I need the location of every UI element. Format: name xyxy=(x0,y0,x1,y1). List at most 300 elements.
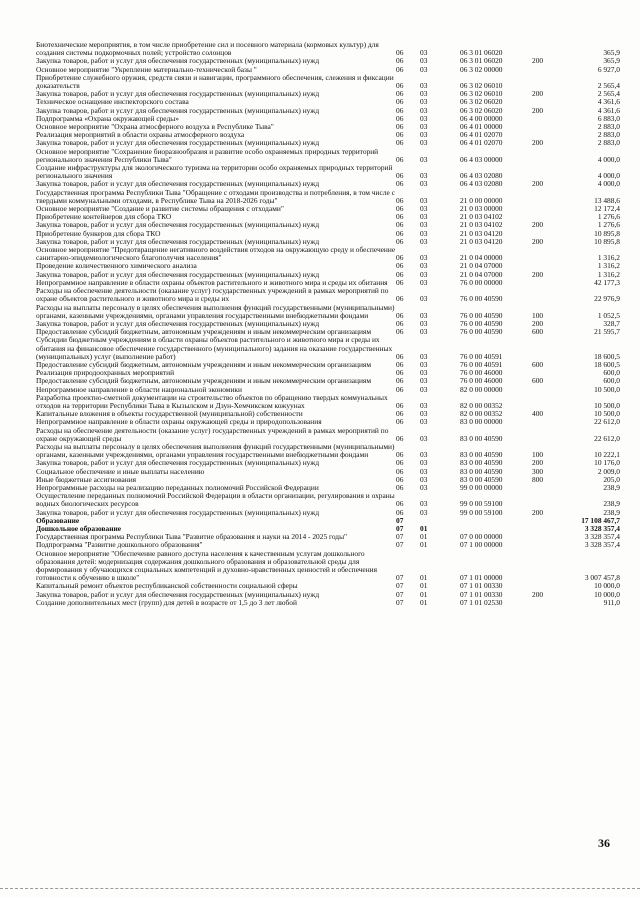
row-razdel-cell: 06 xyxy=(396,507,404,517)
row-amount-cell: 2 883,0 xyxy=(597,130,620,140)
row-expense-type-cell xyxy=(532,279,564,287)
row-amount-cell: 1 276,6 xyxy=(597,212,620,222)
row-razdel-cell: 06 xyxy=(396,97,404,107)
row-podrazdel-cell: 01 xyxy=(420,540,428,550)
row-target-article-cell: 06 4 01 00000 xyxy=(460,122,503,132)
row-expense-type-cell: 300 xyxy=(532,466,544,476)
row-expense-type-cell xyxy=(532,41,564,57)
row-amount-cell: 3 328 357,4 xyxy=(584,532,620,542)
row-expense-type-cell: 400 xyxy=(532,409,544,419)
row-podrazdel-cell: 03 xyxy=(420,105,428,115)
row-amount-cell: 10 500,0 xyxy=(594,400,620,410)
row-razdel-cell: 06 xyxy=(396,105,404,115)
row-amount-cell: 328,7 xyxy=(603,318,620,328)
row-podrazdel-cell: 01 xyxy=(420,532,428,542)
row-razdel-cell: 06 xyxy=(396,409,404,419)
row-podrazdel-cell: 03 xyxy=(420,97,428,107)
row-name-cell: Реализация мероприятий в области охраны атмосферного воздуха xyxy=(36,130,245,140)
row-amount-cell: 2 883,0 xyxy=(597,138,620,148)
row-target-article-cell: 99 0 00 00000 xyxy=(460,482,503,492)
row-razdel-cell: 06 xyxy=(396,294,404,304)
page-number: 36 xyxy=(598,836,610,850)
row-target-article-cell: 06 4 03 00000 xyxy=(460,154,503,164)
table-row xyxy=(36,246,620,262)
row-name-cell: Основное мероприятие "Обеспечение равного доступа населения к качественным услугам дошкольного образования детей: модернизация содержания дошкольного образования и образовательной среды для формирования у обучающихся социальных компетенций и духовно-нравственных ценностей и обеспечения готовности к обучению в школе" xyxy=(36,548,378,583)
row-name-cell: Приобретение служебного оружия, средств связи и навигации, программного обеспечения, слежения и фиксации доказательств xyxy=(36,72,394,91)
row-target-article-cell: 07 0 00 00000 xyxy=(460,532,503,542)
row-podrazdel-cell: 03 xyxy=(420,56,428,66)
row-razdel-cell: 06 xyxy=(396,318,404,328)
row-expense-type-cell xyxy=(532,246,564,262)
row-amount-cell: 21 595,7 xyxy=(594,327,620,337)
row-expense-type-cell: 100 xyxy=(532,450,544,460)
row-name-cell: Закупка товаров, работ и услуг для обеспечения государственных (муниципальных) нужд xyxy=(36,458,320,468)
row-expense-type-cell: 200 xyxy=(532,589,544,599)
row-podrazdel-cell: 03 xyxy=(420,195,428,205)
row-target-article-cell: 83 0 00 40590 xyxy=(460,466,503,476)
row-podrazdel-cell: 03 xyxy=(420,400,428,410)
row-amount-cell: 10 000,0 xyxy=(594,581,620,591)
table-row xyxy=(36,148,620,164)
row-name-cell: Создание дополнительных мест (групп) для детей в возрасте от 1,5 до 3 лет любой xyxy=(36,597,297,607)
row-amount-cell: 4 000,0 xyxy=(597,179,620,189)
row-podrazdel-cell: 03 xyxy=(420,310,428,320)
row-name-cell: Закупка товаров, работ и услуг для обеспечения государственных (муниципальных) нужд xyxy=(36,179,320,189)
table-row xyxy=(36,492,620,508)
row-razdel-cell: 07 xyxy=(396,540,404,550)
row-podrazdel-cell: 03 xyxy=(420,499,428,509)
row-expense-type-cell: 200 xyxy=(532,138,544,148)
row-podrazdel-cell: 03 xyxy=(420,122,428,132)
row-razdel-cell: 07 xyxy=(396,523,404,533)
row-amount-cell: 10 000,0 xyxy=(594,589,620,599)
row-target-article-cell: 06 3 01 06020 xyxy=(460,48,503,58)
row-target-article-cell: 21 0 03 04102 xyxy=(460,220,503,230)
row-expense-type-cell xyxy=(532,517,564,525)
row-razdel-cell: 06 xyxy=(396,310,404,320)
row-target-article-cell: 06 3 02 00000 xyxy=(460,64,503,74)
row-razdel-cell: 06 xyxy=(396,482,404,492)
row-razdel-cell: 06 xyxy=(396,359,404,369)
row-name-cell: Непрограммное направление в области охраны объектов растительного и животного мира и среды их обитания xyxy=(36,277,388,287)
row-target-article-cell: 76 0 00 40591 xyxy=(460,351,503,361)
row-expense-type-cell: 200 xyxy=(532,56,544,66)
row-target-article-cell: 99 0 00 59100 xyxy=(460,507,503,517)
row-podrazdel-cell: 03 xyxy=(420,130,428,140)
row-amount-cell: 4 361,6 xyxy=(597,105,620,115)
row-podrazdel-cell: 01 xyxy=(420,573,428,583)
row-amount-cell: 3 007 457,8 xyxy=(584,573,620,583)
row-amount-cell: 2 883,0 xyxy=(597,122,620,132)
row-amount-cell: 600,0 xyxy=(603,376,620,386)
row-amount-cell: 17 108 467,7 xyxy=(581,515,620,525)
row-amount-cell: 2 565,4 xyxy=(597,89,620,99)
row-name-cell: Расходы на выплаты персоналу в целях обеспечения выполнения функций государственными (муниципальными) органами, казенными учреждениями, органами управления государственными внебюджетными фондами xyxy=(36,441,395,460)
row-amount-cell: 10 176,0 xyxy=(594,458,620,468)
row-expense-type-cell xyxy=(532,123,564,131)
row-podrazdel-cell: 03 xyxy=(420,81,428,91)
row-podrazdel-cell: 03 xyxy=(420,409,428,419)
row-razdel-cell: 07 xyxy=(396,573,404,583)
row-podrazdel-cell: 01 xyxy=(420,523,428,533)
table-row xyxy=(36,304,620,320)
row-amount-cell: 12 172,4 xyxy=(594,204,620,214)
row-podrazdel-cell: 03 xyxy=(420,171,428,181)
row-podrazdel-cell: 03 xyxy=(420,433,428,443)
table-row xyxy=(36,164,620,180)
row-name-cell: Подпрограмма "Развитие дошкольного образования" xyxy=(36,540,203,550)
table-body xyxy=(36,41,620,607)
row-razdel-cell: 06 xyxy=(396,384,404,394)
row-podrazdel-cell: 03 xyxy=(420,212,428,222)
row-target-article-cell: 07 1 01 00000 xyxy=(460,573,503,583)
row-podrazdel-cell: 03 xyxy=(420,261,428,271)
row-target-article-cell: 06 3 02 06010 xyxy=(460,89,503,99)
row-razdel-cell: 06 xyxy=(396,433,404,443)
row-name-cell: Закупка товаров, работ и услуг для обеспечения государственных (муниципальных) нужд xyxy=(36,89,320,99)
row-amount-cell: 2 565,4 xyxy=(597,81,620,91)
row-podrazdel-cell: 03 xyxy=(420,482,428,492)
row-razdel-cell: 06 xyxy=(396,171,404,181)
row-target-article-cell: 06 3 02 06020 xyxy=(460,105,503,115)
row-name-cell: Приобретение контейнеров для сбора ТКО xyxy=(36,212,172,222)
row-name-cell: Проведение количественного химического анализа xyxy=(36,261,197,271)
row-name-cell: Закупка товаров, работ и услуг для обеспечения государственных (муниципальных) нужд xyxy=(36,269,320,279)
row-podrazdel-cell: 03 xyxy=(420,220,428,230)
row-podrazdel-cell: 03 xyxy=(420,294,428,304)
row-amount-cell: 3 328 357,4 xyxy=(584,540,620,550)
row-amount-cell: 10 500,0 xyxy=(594,384,620,394)
row-razdel-cell: 07 xyxy=(396,581,404,591)
row-podrazdel-cell: 01 xyxy=(420,581,428,591)
table-row xyxy=(36,74,620,90)
row-podrazdel-cell: 03 xyxy=(420,327,428,337)
row-target-article-cell: 21 0 04 00000 xyxy=(460,253,503,263)
row-expense-type-cell xyxy=(532,189,564,205)
row-podrazdel-cell: 03 xyxy=(420,179,428,189)
row-razdel-cell: 06 xyxy=(396,228,404,238)
row-expense-type-cell: 800 xyxy=(532,474,544,484)
row-expense-type-cell xyxy=(532,386,564,394)
row-name-cell: Основное мероприятие "Сохранение биоразнообразия и развитие особо охраняемых природных территорий регионального значения Республики Тыва" xyxy=(36,146,379,164)
row-amount-cell: 22 612,0 xyxy=(594,417,620,427)
table-row xyxy=(36,509,620,517)
row-podrazdel-cell: 03 xyxy=(420,154,428,164)
row-target-article-cell: 21 0 03 04102 xyxy=(460,212,503,222)
row-name-cell: Закупка товаров, работ и услуг для обеспечения государственных (муниципальных) нужд xyxy=(36,318,320,328)
row-target-article-cell: 06 4 03 02080 xyxy=(460,179,503,189)
row-target-article-cell: 76 0 00 46000 xyxy=(460,368,503,378)
row-target-article-cell: 76 0 00 40590 xyxy=(460,318,503,328)
row-target-article-cell: 07 1 01 00330 xyxy=(460,589,503,599)
row-razdel-cell: 06 xyxy=(396,458,404,468)
row-razdel-cell: 06 xyxy=(396,179,404,189)
row-razdel-cell: 07 xyxy=(396,597,404,607)
row-podrazdel-cell: 03 xyxy=(420,466,428,476)
row-name-cell: Расходы на обеспечение деятельности (оказание услуг) государственных учреждений в рамках мероприятий по охране объектов растительного и животного мира и среды их xyxy=(36,286,389,304)
row-target-article-cell: 82 0 00 00000 xyxy=(460,384,503,394)
row-podrazdel-cell: 03 xyxy=(420,204,428,214)
row-name-cell: Социальное обеспечение и иные выплаты населению xyxy=(36,466,205,476)
row-expense-type-cell: 200 xyxy=(532,318,544,328)
row-podrazdel-cell: 03 xyxy=(420,376,428,386)
row-target-article-cell: 06 3 02 06010 xyxy=(460,81,503,91)
row-expense-type-cell xyxy=(532,418,564,426)
row-expense-type-cell xyxy=(532,492,564,508)
row-name-cell: Непрограммные расходы на реализацию переданных полномочий Российской Федерации xyxy=(36,482,319,492)
row-name-cell: Расходы на обеспечение деятельности (оказание услуг) государственных учреждений в рамках мероприятий по охране окружающей среды xyxy=(36,425,389,443)
row-podrazdel-cell: 03 xyxy=(420,89,428,99)
row-amount-cell: 6 927,0 xyxy=(597,64,620,74)
row-name-cell: Закупка товаров, работ и услуг для обеспечения государственных (муниципальных) нужд xyxy=(36,105,320,115)
row-amount-cell: 1 052,5 xyxy=(597,310,620,320)
row-podrazdel-cell: 03 xyxy=(420,384,428,394)
row-expense-type-cell: 200 xyxy=(532,507,544,517)
row-expense-type-cell xyxy=(532,205,564,213)
row-name-cell: Предоставление субсидий бюджетным, автономным учреждениям и иным некоммерческим организациям xyxy=(36,327,372,337)
row-name-cell: Закупка товаров, работ и услуг для обеспечения государственных (муниципальных) нужд xyxy=(36,138,320,148)
row-podrazdel-cell: 03 xyxy=(420,269,428,279)
row-podrazdel-cell: 03 xyxy=(420,359,428,369)
row-razdel-cell: 06 xyxy=(396,474,404,484)
row-podrazdel-cell: 03 xyxy=(420,228,428,238)
row-expense-type-cell xyxy=(532,525,564,533)
row-target-article-cell: 06 3 02 06020 xyxy=(460,97,503,107)
row-target-article-cell: 76 0 00 00000 xyxy=(460,277,503,287)
row-amount-cell: 1 316,2 xyxy=(597,261,620,271)
row-amount-cell: 238,9 xyxy=(603,482,620,492)
row-name-cell: Разработка проектно-сметной документации на строительство объектов по обращению твердых коммунальных отходов на территории Республики Тыва в Кызылском и Дзун-Хемчикском кожуунах xyxy=(36,392,388,410)
row-target-article-cell: 83 0 00 40590 xyxy=(460,433,503,443)
row-name-cell: Капитальный ремонт объектов республиканской собственности социальной сферы xyxy=(36,581,298,591)
row-name-cell: Закупка товаров, работ и услуг для обеспечения государственных (муниципальных) нужд xyxy=(36,56,320,66)
row-amount-cell: 13 488,6 xyxy=(594,195,620,205)
row-name-cell: Закупка товаров, работ и услуг для обеспечения государственных (муниципальных) нужд xyxy=(36,236,320,246)
row-razdel-cell: 07 xyxy=(396,532,404,542)
row-name-cell: Предоставление субсидий бюджетным, автономным учреждениям и иным некоммерческим организациям xyxy=(36,376,372,386)
row-podrazdel-cell: 03 xyxy=(420,458,428,468)
row-amount-cell: 1 316,2 xyxy=(597,253,620,263)
row-expense-type-cell: 200 xyxy=(532,220,544,230)
row-name-cell: Биотехнические мероприятия, в том числе приобретение сил и посевного материала (кормовых культур) для создания системы подкормочных полей; устройство солонцов xyxy=(36,40,379,58)
row-name-cell: Государственная программа Республики Тыва "Обращение с отходами производства и потребления, в том числе с твердыми коммунальными отходами, в Республике Тыва на 2018-2026 годы" xyxy=(36,187,395,205)
row-target-article-cell: 07 1 01 02530 xyxy=(460,597,503,607)
row-razdel-cell: 06 xyxy=(396,64,404,74)
row-amount-cell: 42 177,3 xyxy=(594,277,620,287)
row-expense-type-cell xyxy=(532,484,564,492)
row-podrazdel-cell: 03 xyxy=(420,450,428,460)
row-amount-cell: 911,0 xyxy=(603,597,620,607)
row-name-cell: Основное мероприятие "Предотвращение негативного воздействия отходов на окружающую среду и обеспечение санитарно-эпидемиологического благополучия населения" xyxy=(36,245,396,263)
row-name-cell: Основное мероприятие "Охрана атмосферного воздуха в Республике Тыва" xyxy=(36,122,274,132)
row-podrazdel-cell: 03 xyxy=(420,253,428,263)
table-row xyxy=(36,599,620,607)
row-expense-type-cell: 200 xyxy=(532,269,544,279)
row-expense-type-cell xyxy=(532,115,564,123)
row-target-article-cell: 21 0 03 00000 xyxy=(460,204,503,214)
row-podrazdel-cell: 03 xyxy=(420,368,428,378)
row-podrazdel-cell: 03 xyxy=(420,113,428,123)
row-amount-cell: 365,9 xyxy=(603,48,620,58)
row-razdel-cell: 06 xyxy=(396,138,404,148)
row-amount-cell: 4 000,0 xyxy=(597,154,620,164)
table-row xyxy=(36,550,620,583)
row-target-article-cell: 06 4 00 00000 xyxy=(460,113,503,123)
row-name-cell: Закупка товаров, работ и услуг для обеспечения государственных (муниципальных) нужд xyxy=(36,507,320,517)
row-razdel-cell: 06 xyxy=(396,130,404,140)
row-razdel-cell: 06 xyxy=(396,89,404,99)
row-target-article-cell: 06 4 01 02070 xyxy=(460,130,503,140)
row-name-cell: Непрограммное направление в области национальной экономики xyxy=(36,384,242,394)
row-razdel-cell: 06 xyxy=(396,212,404,222)
row-razdel-cell: 06 xyxy=(396,220,404,230)
table-row xyxy=(36,443,620,459)
row-target-article-cell: 76 0 00 40591 xyxy=(460,359,503,369)
row-razdel-cell: 06 xyxy=(396,351,404,361)
row-amount-cell: 10 500,0 xyxy=(594,409,620,419)
row-razdel-cell: 06 xyxy=(396,499,404,509)
row-expense-type-cell: 200 xyxy=(532,236,544,246)
row-razdel-cell: 06 xyxy=(396,253,404,263)
row-expense-type-cell xyxy=(532,394,564,410)
row-razdel-cell: 06 xyxy=(396,376,404,386)
row-amount-cell: 10 222,1 xyxy=(594,450,620,460)
row-expense-type-cell: 200 xyxy=(532,458,544,468)
budget-table xyxy=(36,41,620,607)
row-amount-cell: 365,9 xyxy=(603,56,620,66)
row-razdel-cell: 06 xyxy=(396,327,404,337)
row-expense-type-cell xyxy=(532,336,564,361)
row-name-cell: Иные бюджетные ассигнования xyxy=(36,474,137,484)
row-amount-cell: 2 009,0 xyxy=(597,466,620,476)
row-expense-type-cell xyxy=(532,541,564,549)
row-name-cell: Приобретение бункеров для сбора ТКО xyxy=(36,228,161,238)
row-razdel-cell: 07 xyxy=(396,515,404,525)
row-expense-type-cell xyxy=(532,550,564,583)
row-razdel-cell: 06 xyxy=(396,400,404,410)
row-amount-cell: 22 612,0 xyxy=(594,433,620,443)
row-podrazdel-cell: 03 xyxy=(420,318,428,328)
row-razdel-cell: 06 xyxy=(396,368,404,378)
row-target-article-cell: 07 1 00 00000 xyxy=(460,540,503,550)
row-amount-cell: 22 976,9 xyxy=(594,294,620,304)
row-podrazdel-cell: 03 xyxy=(420,474,428,484)
row-podrazdel-cell: 03 xyxy=(420,48,428,58)
row-podrazdel-cell: 03 xyxy=(420,351,428,361)
row-target-article-cell: 06 4 03 02080 xyxy=(460,171,503,181)
row-expense-type-cell xyxy=(532,74,564,90)
row-name-cell: Закупка товаров, работ и услуг для обеспечения государственных (муниципальных) нужд xyxy=(36,589,320,599)
table-row xyxy=(36,336,620,361)
row-name-cell: Осуществление переданных полномочий Российской Федерации в области организации, регулирования и охраны водных биологических ресурсов xyxy=(36,491,395,509)
row-razdel-cell: 07 xyxy=(396,589,404,599)
row-podrazdel-cell: 03 xyxy=(420,417,428,427)
row-amount-cell: 238,9 xyxy=(603,507,620,517)
row-name-cell: Создание инфраструктуры для экологического туризма на территории особо охраняемых природных территорий регионального значения xyxy=(36,163,393,181)
row-target-article-cell: 83 0 00 00000 xyxy=(460,417,503,427)
row-target-article-cell: 76 0 00 40590 xyxy=(460,327,503,337)
row-name-cell: Капитальные вложения в объекты государственной (муниципальной) собственности xyxy=(36,409,303,419)
table-row xyxy=(36,287,620,303)
row-razdel-cell: 06 xyxy=(396,466,404,476)
row-podrazdel-cell: 03 xyxy=(420,64,428,74)
row-razdel-cell: 06 xyxy=(396,195,404,205)
row-podrazdel-cell: 03 xyxy=(420,138,428,148)
row-amount-cell: 4 361,6 xyxy=(597,97,620,107)
row-podrazdel-cell: 03 xyxy=(420,507,428,517)
row-target-article-cell: 76 0 00 40590 xyxy=(460,294,503,304)
row-name-cell: Реализация природоохранных мероприятий xyxy=(36,368,175,378)
row-razdel-cell: 06 xyxy=(396,277,404,287)
footer-divider xyxy=(0,888,640,889)
row-target-article-cell: 82 0 00 00352 xyxy=(460,409,503,419)
row-expense-type-cell: 200 xyxy=(532,179,544,189)
table-row xyxy=(36,189,620,205)
row-razdel-cell: 06 xyxy=(396,154,404,164)
table-row xyxy=(36,427,620,443)
row-expense-type-cell: 200 xyxy=(532,89,544,99)
row-name-cell: Техническое оснащение инспекторского состава xyxy=(36,97,189,107)
row-target-article-cell: 21 0 04 07000 xyxy=(460,269,503,279)
row-podrazdel-cell: 03 xyxy=(420,277,428,287)
row-podrazdel-cell: 01 xyxy=(420,597,428,607)
row-target-article-cell: 83 0 00 40590 xyxy=(460,458,503,468)
row-amount-cell: 1 276,6 xyxy=(597,220,620,230)
row-target-article-cell: 06 3 01 06020 xyxy=(460,56,503,66)
row-name-cell: Государственная программа Республики Тыва "Развитие образования и науки на 2014 - 2025 годы" xyxy=(36,532,348,542)
table-row xyxy=(36,394,620,410)
row-expense-type-cell xyxy=(532,427,564,443)
row-razdel-cell: 06 xyxy=(396,236,404,246)
row-name-cell: Закупка товаров, работ и услуг для обеспечения государственных (муниципальных) нужд xyxy=(36,220,320,230)
row-razdel-cell: 06 xyxy=(396,56,404,66)
row-razdel-cell: 06 xyxy=(396,113,404,123)
row-expense-type-cell: 600 xyxy=(532,359,544,369)
row-amount-cell: 3 328 357,4 xyxy=(584,523,620,533)
row-target-article-cell: 76 0 00 40590 xyxy=(460,310,503,320)
table-row xyxy=(36,41,620,57)
row-amount-cell: 6 883,0 xyxy=(597,113,620,123)
row-target-article-cell: 06 4 01 02070 xyxy=(460,138,503,148)
row-amount-cell: 4 000,0 xyxy=(597,171,620,181)
row-expense-type-cell: 600 xyxy=(532,327,544,337)
row-name-cell: Основное мероприятие "Укрепление материально-технической базы " xyxy=(36,64,257,74)
row-name-cell: Субсидии бюджетным учреждениям в области охраны объектов растительного и животного мира и среды их обитания на финансовое обеспечение государственного (муниципального) задания на оказание государственных (муниципальных) услуг (выполнение работ) xyxy=(36,335,393,361)
row-amount-cell: 600,0 xyxy=(603,368,620,378)
row-expense-type-cell xyxy=(532,533,564,541)
row-expense-type-cell: 200 xyxy=(532,105,544,115)
row-target-article-cell xyxy=(460,517,532,525)
row-amount-cell: 1 316,2 xyxy=(597,269,620,279)
row-razdel-cell: 06 xyxy=(396,48,404,58)
row-name-cell: Подпрограмма «Охрана окружающей среды» xyxy=(36,113,179,123)
row-razdel-cell: 06 xyxy=(396,261,404,271)
row-target-article-cell: 21 0 00 00000 xyxy=(460,195,503,205)
row-expense-type-cell xyxy=(532,66,564,74)
row-name-cell: Основное мероприятие "Создание и развитие системы обращения с отходами" xyxy=(36,204,284,214)
row-name-cell: Дошкольное образование xyxy=(36,523,122,533)
row-target-article-cell: 21 0 03 04120 xyxy=(460,228,503,238)
row-name-cell: Непрограммное направление в области охраны окружающей среды и природопользования xyxy=(36,417,322,427)
row-target-article-cell: 21 0 03 04120 xyxy=(460,236,503,246)
row-podrazdel-cell: 01 xyxy=(420,589,428,599)
row-amount-cell: 18 600,5 xyxy=(594,351,620,361)
table-row xyxy=(36,517,620,525)
row-razdel-cell: 06 xyxy=(396,417,404,427)
row-amount-cell: 238,9 xyxy=(603,499,620,509)
row-target-article-cell: 82 0 00 00352 xyxy=(460,400,503,410)
row-amount-cell: 205,0 xyxy=(603,474,620,484)
